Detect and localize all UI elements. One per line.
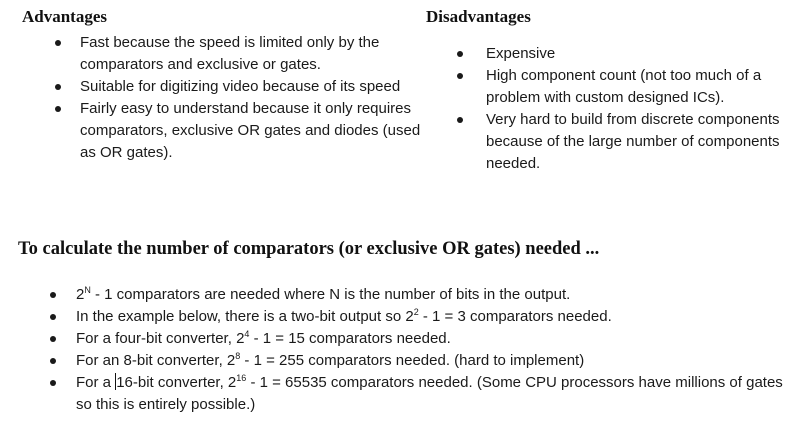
list-item: Fast because the speed is limited only by the comparators and exclusive or gates. bbox=[80, 32, 425, 76]
calculation-heading: To calculate the number of comparators (or exclusive OR gates) needed ... bbox=[18, 239, 600, 259]
item-text: - 1 = 15 comparators needed. bbox=[249, 330, 451, 347]
list-item: Expensive bbox=[486, 43, 796, 65]
item-text: In the example below, there is a two-bit output so 2 bbox=[76, 308, 414, 325]
exponent: 2 bbox=[413, 307, 419, 317]
item-text: For an 8-bit converter, 2 bbox=[76, 352, 236, 369]
item-text: - 1 = 3 comparators needed. bbox=[418, 308, 612, 325]
item-text: For a four-bit converter, 2 bbox=[76, 330, 245, 347]
exponent: 16 bbox=[236, 373, 247, 383]
item-text: - 1 = 255 comparators needed. (hard to implement) bbox=[240, 352, 585, 369]
item-text: - 1 = 65535 comparators needed. (Some CPU processors have millions of gates so this is entirely possible.) bbox=[76, 374, 783, 413]
exponent: N bbox=[84, 285, 91, 295]
disadvantages-heading: Disadvantages bbox=[426, 7, 531, 26]
list-item: Fairly easy to understand because it only requires comparators, exclusive OR gates and diodes (used as OR gates). bbox=[80, 98, 425, 164]
disadvantages-list bbox=[486, 43, 796, 175]
list-item bbox=[76, 350, 801, 372]
list-item: High component count (not too much of a problem with custom designed ICs). bbox=[486, 65, 796, 109]
calculation-list bbox=[76, 284, 801, 416]
item-text: 2 bbox=[76, 286, 85, 303]
advantages-list bbox=[80, 32, 425, 164]
list-item: Very hard to build from discrete components because of the large number of components needed. bbox=[486, 109, 796, 175]
list-item bbox=[76, 284, 801, 306]
exponent: 4 bbox=[244, 329, 250, 339]
item-text: 16-bit converter, 2 bbox=[116, 374, 237, 391]
item-text: - 1 comparators are needed where N is the number of bits in the output. bbox=[90, 286, 571, 303]
exponent: 8 bbox=[235, 351, 241, 361]
list-item: Suitable for digitizing video because of its speed bbox=[80, 76, 425, 98]
list-item bbox=[76, 328, 801, 350]
item-text: For a bbox=[76, 374, 116, 391]
list-item bbox=[76, 372, 801, 416]
list-item bbox=[76, 306, 801, 328]
advantages-heading: Advantages bbox=[22, 7, 108, 26]
